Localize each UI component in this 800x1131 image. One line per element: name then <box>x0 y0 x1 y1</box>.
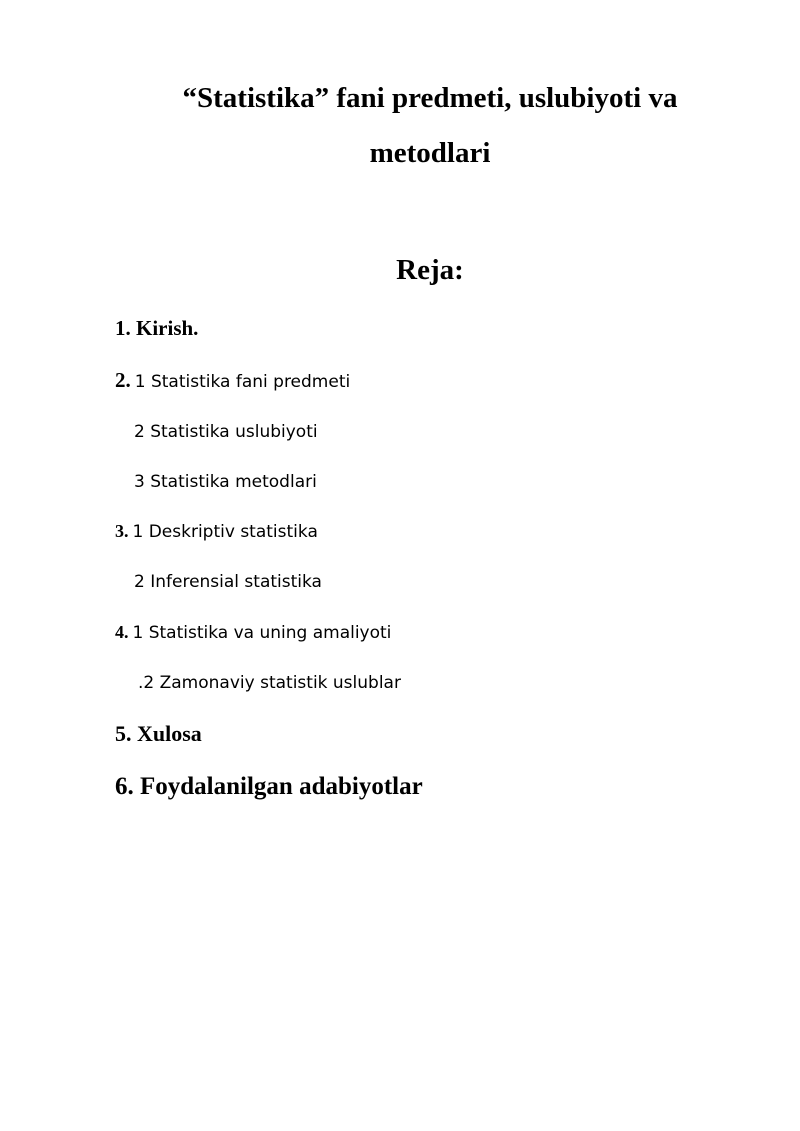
plan-item-4-sub-2: .2 Zamonaviy statistik uslublar <box>138 673 401 693</box>
plan-item-4-sub-1: 1 Statistika va uning amaliyoti <box>132 623 392 643</box>
plan-item-5 <box>115 720 202 748</box>
plan-item-1-text: Kirish. <box>136 316 199 340</box>
plan-item-3-sub-2: 2 Inferensial statistika <box>134 572 322 592</box>
plan-item-1-number: 1. <box>115 316 131 340</box>
plan-item-1 <box>115 315 198 341</box>
plan-item-6 <box>115 772 423 802</box>
plan-item-4 <box>115 620 391 644</box>
plan-item-2-sub-1: 1 Statistika fani predmeti <box>134 372 351 392</box>
plan-item-6-text: Foydalanilgan adabiyotlar <box>140 773 423 800</box>
plan-item-2-sub-3: 3 Statistika metodlari <box>134 472 317 492</box>
plan-heading: Reja: <box>396 254 464 286</box>
plan-item-5-number: 5. <box>115 721 132 746</box>
plan-item-2-sub-2: 2 Statistika uslubiyoti <box>134 422 318 442</box>
plan-item-4-number: 4. <box>115 622 129 642</box>
plan-item-5-text: Xulosa <box>137 721 202 746</box>
document-title-line-1: “Statistika” fani predmeti, uslubiyoti va <box>182 82 678 114</box>
plan-item-6-number: 6. <box>115 773 134 800</box>
plan-item-3-number: 3. <box>115 521 129 541</box>
plan-item-2 <box>115 367 350 393</box>
plan-item-2-number: 2. <box>115 368 131 392</box>
plan-item-3-sub-1: 1 Deskriptiv statistika <box>132 522 318 542</box>
plan-item-3 <box>115 519 318 543</box>
document-title-line-2: metodlari <box>369 137 491 169</box>
